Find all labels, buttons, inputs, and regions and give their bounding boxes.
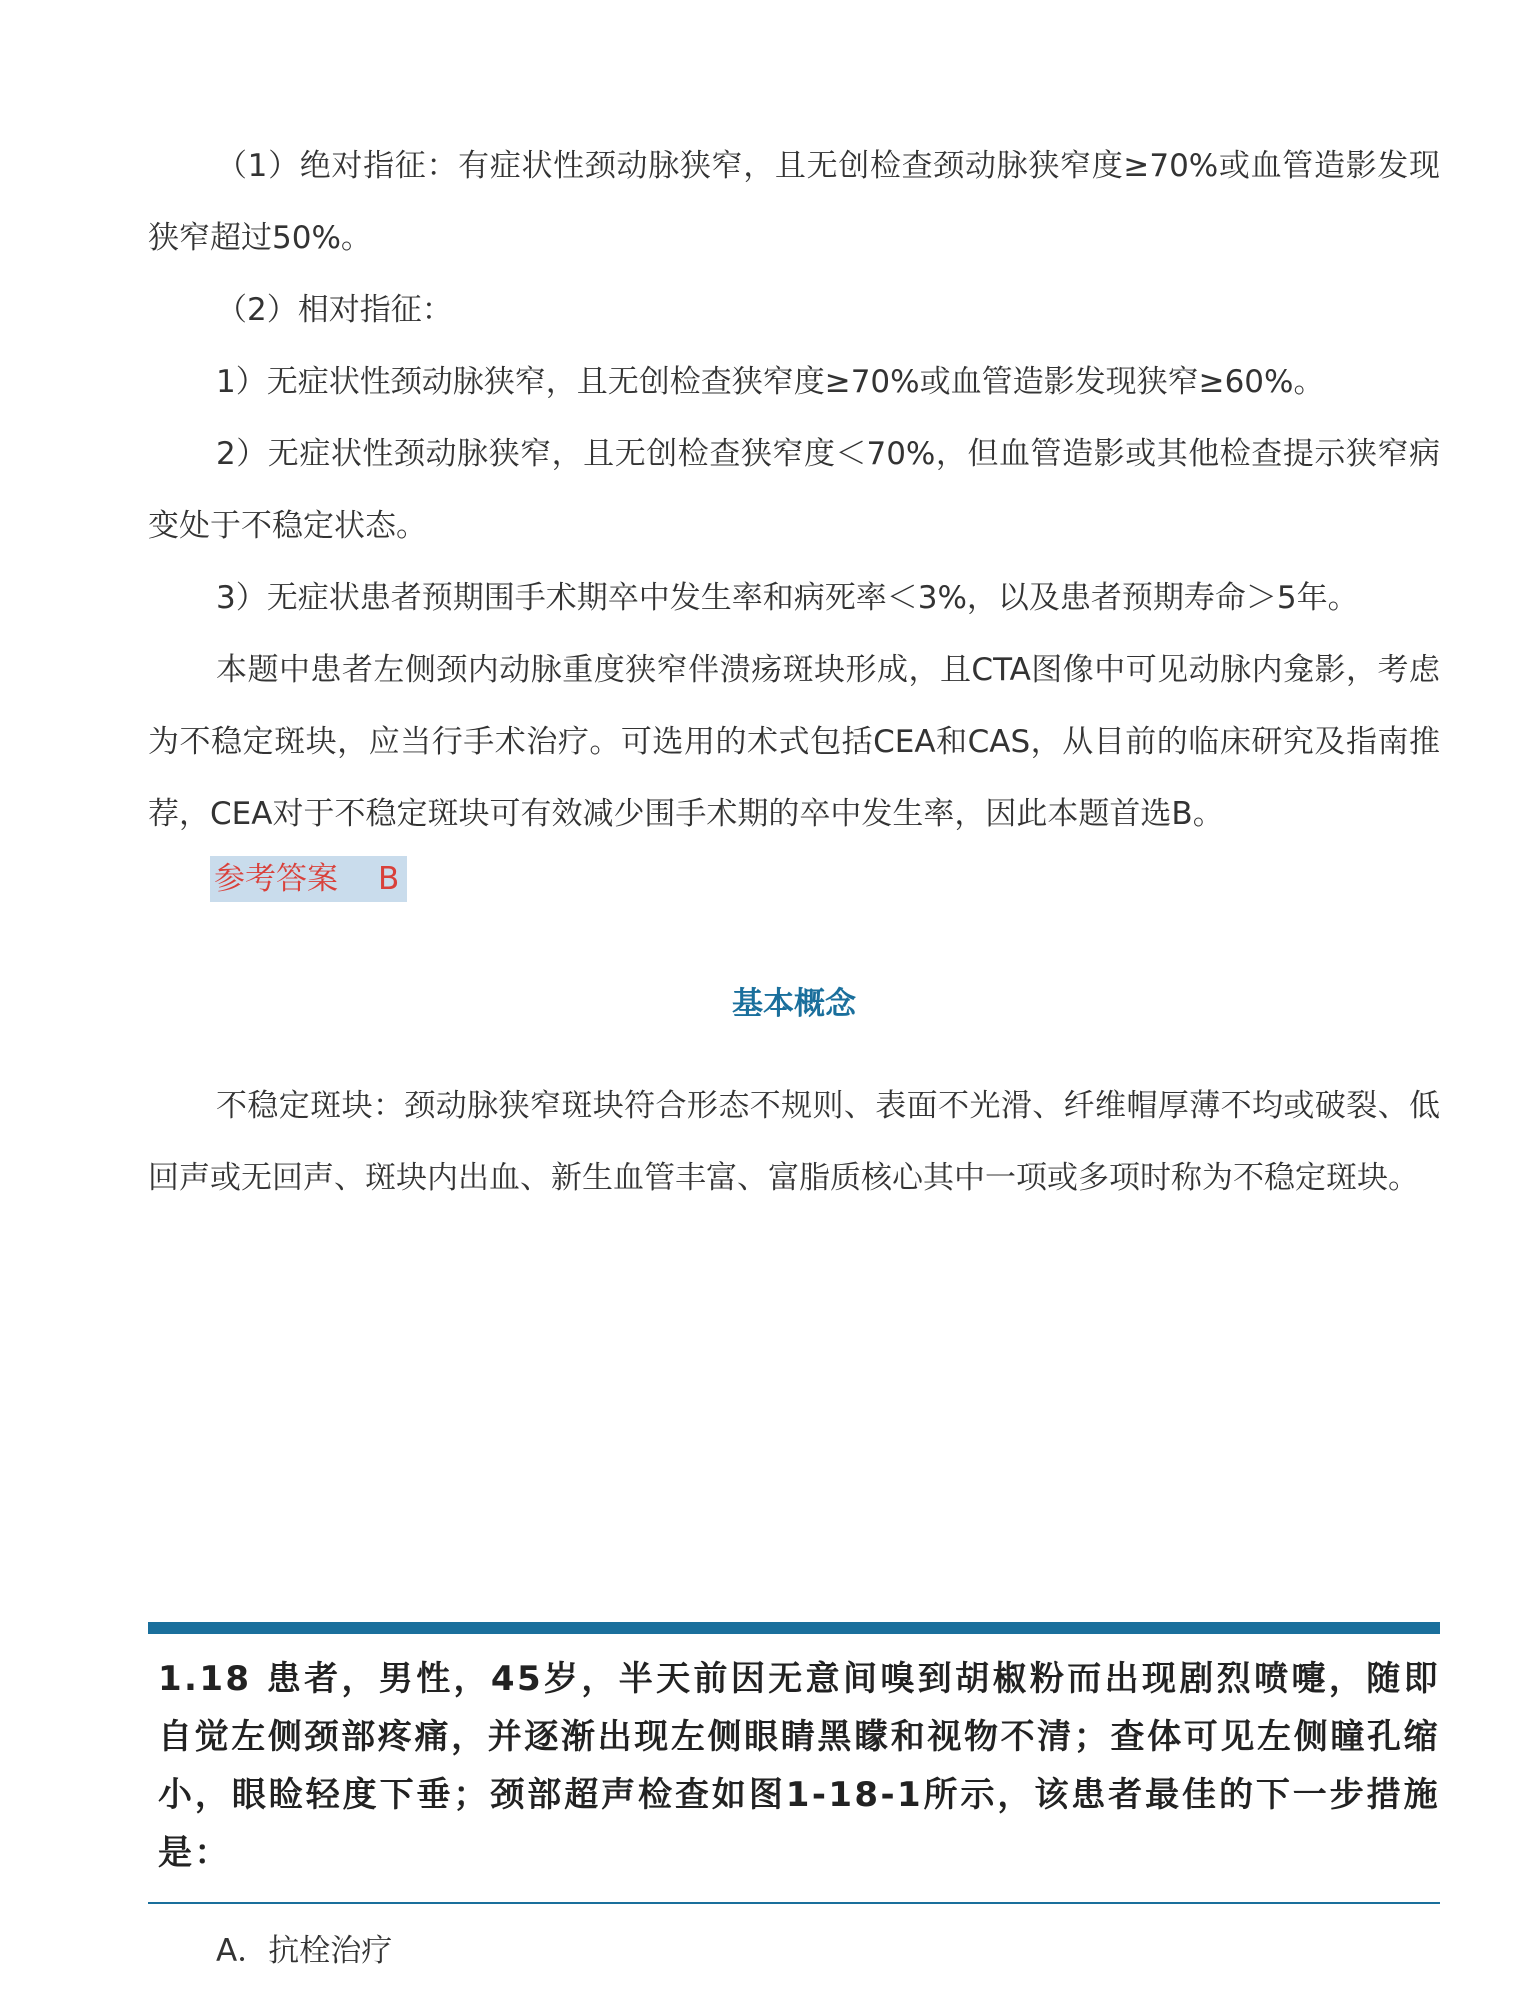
relative-indication-item-3: 3）无症状患者预期围手术期卒中发生率和病死率＜3%，以及患者预期寿命＞5年。: [216, 580, 1359, 616]
question-block: [148, 1622, 1440, 1976]
concept-text: 不稳定斑块：颈动脉狭窄斑块符合形态不规则、表面不光滑、纤维帽厚薄不均或破裂、低回声或无回声、斑块内出血、新生血管丰富、富脂质核心其中一项或多项时称为不稳定斑块。: [148, 1088, 1440, 1196]
relative-indication-heading: （2）相对指征：: [216, 292, 453, 328]
answer-value: B: [378, 861, 400, 897]
option-a: A．抗栓治疗: [216, 1933, 393, 1969]
question-bottom-divider: [148, 1902, 1440, 1904]
answer-label: 参考答案: [214, 861, 338, 897]
relative-indication-item-2: 2）无症状性颈动脉狭窄，且无创检查狭窄度＜70%，但血管造影或其他检查提示狭窄病变处于不稳定状态。: [148, 436, 1440, 544]
question-text: 1.18 患者，男性，45岁，半天前因无意间嗅到胡椒粉而出现剧烈喷嚏，随即自觉左侧颈部疼痛，并逐渐出现左侧眼睛黑矇和视物不清；查体可见左侧瞳孔缩小，眼睑轻度下垂；颈部超声检查如图1-18-1所示，该患者最佳的下一步措施是：: [158, 1659, 1440, 1873]
explanation-paragraph: 本题中患者左侧颈内动脉重度狭窄伴溃疡斑块形成，且CTA图像中可见动脉内龛影，考虑为不稳定斑块，应当行手术治疗。可选用的术式包括CEA和CAS，从目前的临床研究及指南推荐，CEA对于不稳定斑块可有效减少围手术期的卒中发生率，因此本题首选B。: [148, 652, 1440, 832]
concept-title: 基本概念: [732, 986, 856, 1022]
relative-indication-item-1: 1）无症状性颈动脉狭窄，且无创检查狭窄度≥70%或血管造影发现狭窄≥60%。: [216, 364, 1325, 400]
explanation-section: [148, 130, 1440, 1214]
question-top-divider: [148, 1622, 1440, 1634]
absolute-indication: （1）绝对指征：有症状性颈动脉狭窄，且无创检查颈动脉狭窄度≥70%或血管造影发现狭窄超过50%。: [148, 148, 1440, 256]
reference-answer: [210, 856, 407, 902]
